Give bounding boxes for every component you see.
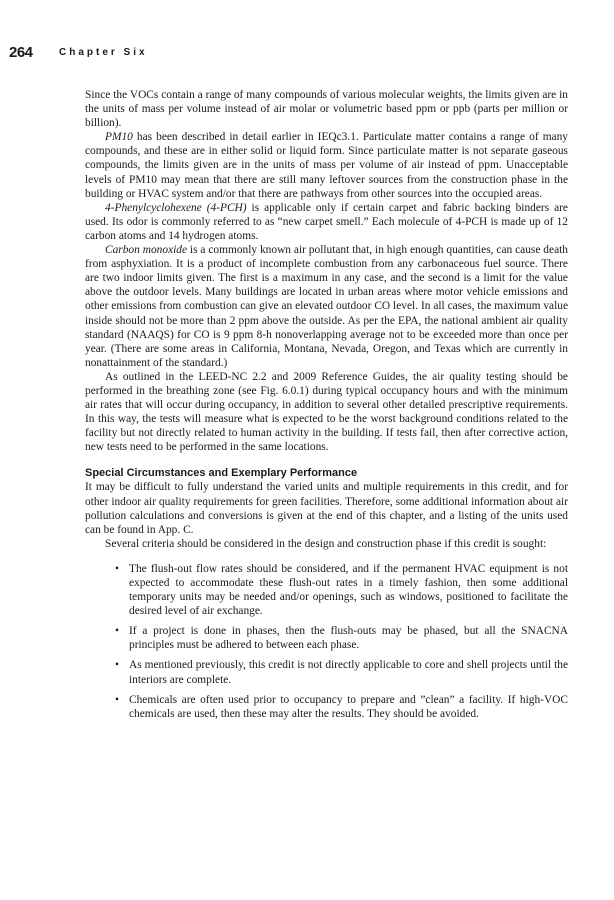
paragraph-voc: Since the VOCs contain a range of many compounds of various molecular weights, the limits given are in the units of mass per volume instead of air molar or volumetric based ppm or ppb (parts per million or billion). xyxy=(85,89,568,130)
list-item-text: Chemicals are often used prior to occupancy to prepare and ”clean” a facility. If high-VOC chemicals are used, then these may alter the results. They should be avoided. xyxy=(129,693,568,720)
page-body xyxy=(85,88,568,727)
bullet-icon: • xyxy=(115,562,119,575)
list-item xyxy=(115,658,568,686)
list-item xyxy=(115,624,568,652)
criteria-list xyxy=(85,562,568,721)
paragraph-4pch-text: is applicable only if certain carpet and fabric backing binders are used. Its odor is commonly referred to as “new carpet smell.” Each molecule of 4-PCH is made up of 12 carbon atoms and 14 hydrogen atoms. xyxy=(85,201,568,242)
list-item xyxy=(115,693,568,721)
list-item-text: As mentioned previously, this credit is not directly applicable to core and shell projects until the interiors are complete. xyxy=(129,659,568,686)
section-paragraph-1: It may be difficult to fully understand the varied units and multiple requirements in this credit, and for other indoor air quality requirements for green facilities. Therefore, some additional information about air pollution calculations and conversions is given at the end of this chapter, and a listing of the units used can be found in App. C. xyxy=(85,481,568,536)
bullet-icon: • xyxy=(115,693,119,706)
section-paragraph-2: Several criteria should be considered in the design and construction phase if this credit is sought: xyxy=(105,537,547,550)
running-header xyxy=(9,44,609,64)
paragraph-pm10-text: has been described in detail earlier in IEQc3.1. Particulate matter contains a range of many compounds, and these are in either solid or liquid form. Since particulate matter is not separate gaseous compounds, the limits given are in the units of mass per volume of air instead of ppm. Unacceptable levels of PM10 may mean that there are still many leftover sources from the construction phase in the building or HVAC system and/or that there are pathways from other sources into the occupied areas. xyxy=(85,131,568,200)
list-item xyxy=(115,562,568,618)
page-number: 264 xyxy=(9,44,33,61)
paragraph-4pch xyxy=(85,201,568,243)
paragraph-pm10 xyxy=(85,130,568,200)
section-heading: Special Circumstances and Exemplary Performance xyxy=(85,467,358,480)
term-carbon-monoxide: Carbon monoxide xyxy=(105,244,187,257)
list-item-text: The flush-out flow rates should be considered, and if the permanent HVAC equipment is not expected to accommodate these flush-out rates in a timely fashion, then some additional temporary units may be needed and/or openings, such as windows, positioned to facilitate the desired level of air exchange. xyxy=(129,562,568,618)
paragraph-carbon-monoxide xyxy=(85,243,568,370)
list-item-text: If a project is done in phases, then the flush-outs may be phased, but all the SNACNA principles must be adhered to between each phase. xyxy=(129,625,568,652)
paragraph-testing: As outlined in the LEED-NC 2.2 and 2009 Reference Guides, the air quality testing should be performed in the breathing zone (see Fig. 6.0.1) during typical occupancy hours and with the minimum air rates that will occur during occupancy, in addition to several other detailed prescriptive requirements. In this way, the tests will measure what is expected to be the worst background conditions related to the facility but not directly related to human activity in the building. If tests fail, then after corrective action, new tests need to be performed in the same locations. xyxy=(85,370,568,454)
bullet-icon: • xyxy=(115,659,119,672)
chapter-title: Chapter Six xyxy=(59,47,148,58)
term-4pch: 4-Phenylcyclohexene (4-PCH) xyxy=(105,201,247,214)
paragraph-carbon-monoxide-text: is a commonly known air pollutant that, in high enough quantities, can cause death from asphyxiation. It is a product of incomplete combustion from any carbonaceous fuel source. There are two indoor limits given. The first is a maximum in any case, and the second is a limit for the value above the outdoor levels. Many buildings are located in urban areas where motor vehicle emissions and other emissions from combustion can give an elevated outdoor CO level. In all cases, the maximum value inside should not be more than 2 ppm above the outside. As per the EPA, the national ambient air quality standard (NAAQS) for CO is 9 ppm 8-h nonoverlapping average not to be exceeded more than once per year. (There are some areas in California, Montana, Nevada, Oregon, and Texas which are currently in nonattainment of the standard.) xyxy=(85,244,568,369)
bullet-icon: • xyxy=(115,625,119,638)
term-pm10: PM10 xyxy=(105,131,133,144)
